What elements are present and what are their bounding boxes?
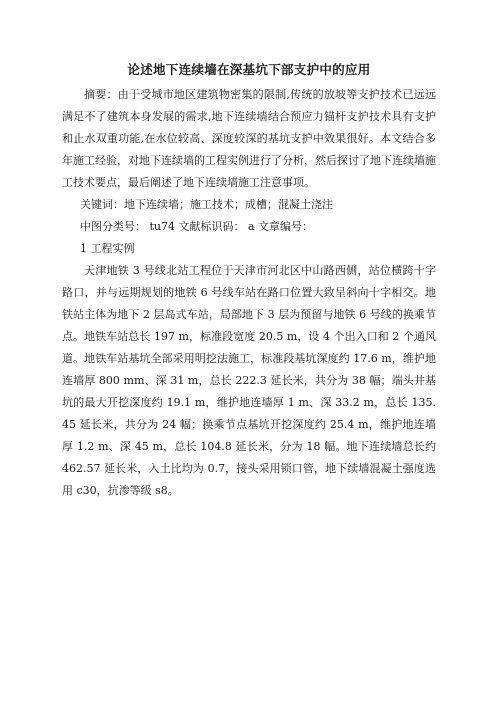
section-heading: 1 工程实例 bbox=[80, 242, 135, 255]
classification-line: 中图分类号： tu74 文献标识码： a 文章编号： bbox=[80, 220, 314, 233]
keywords-line: 关键词：地下连续墙；施工技术；成槽；混凝土浇注 bbox=[80, 198, 333, 211]
abstract-paragraph: 摘要：由于受城市地区建筑物密集的限制,传统的放坡等支护技术已远远满足不了建筑本身发展的需求,地下连续墙结合预应力锚杆支护技术具有支护和止水双重功能,在水位较高、深度较深的基坑支护中效果很好。本文结合多年施工经验，对地下连续墙的工程实例进行了分析，然后探讨了地下连续墙施工技术要点，最后阐述了地下连续墙施工注意事项。 bbox=[62, 88, 436, 189]
body-paragraph: 天津地铁 3 号线北站工程位于天津市河北区中山路西侧，站位横跨十字路口，并与远期规划的地铁 6 号线车站在路口位置大致呈斜向十字相交。地铁站主体为地下 2 层岛式车站，局部地下 3 层为预留与地铁 6 号线的换乘节点。地铁车站总长 197 m，标准段宽度 20.5 m，设 4 个出入口和 2 个通风道。地铁车站基坑全部采用明挖法施工，标准段基坑深度约 17.6 m，维护地连墙厚 800 mm、深 31 m，总长 222.3 延长米，共分为 38 幅；端头井基坑的最大开挖深度约 19.1 m，维护地连墙厚 1 m、深 33.2 m，总长 135.45 延长米，共分为 24 幅；换乘节点基坑开挖深度约 25.4 m，维护地连墙厚 1.2 m、深 45 m，总长 104.8 延长米，分为 18 幅。地下连续墙总长约 462.57 延长米，入土比均为 0.7，接头采用锁口管，地下续墙混凝土强度选用 c30，抗渗等级 s8。 bbox=[62, 264, 436, 497]
document-title: 论述地下连续墙在深基坑下部支护中的应用 bbox=[127, 62, 371, 77]
document-page bbox=[62, 60, 436, 502]
